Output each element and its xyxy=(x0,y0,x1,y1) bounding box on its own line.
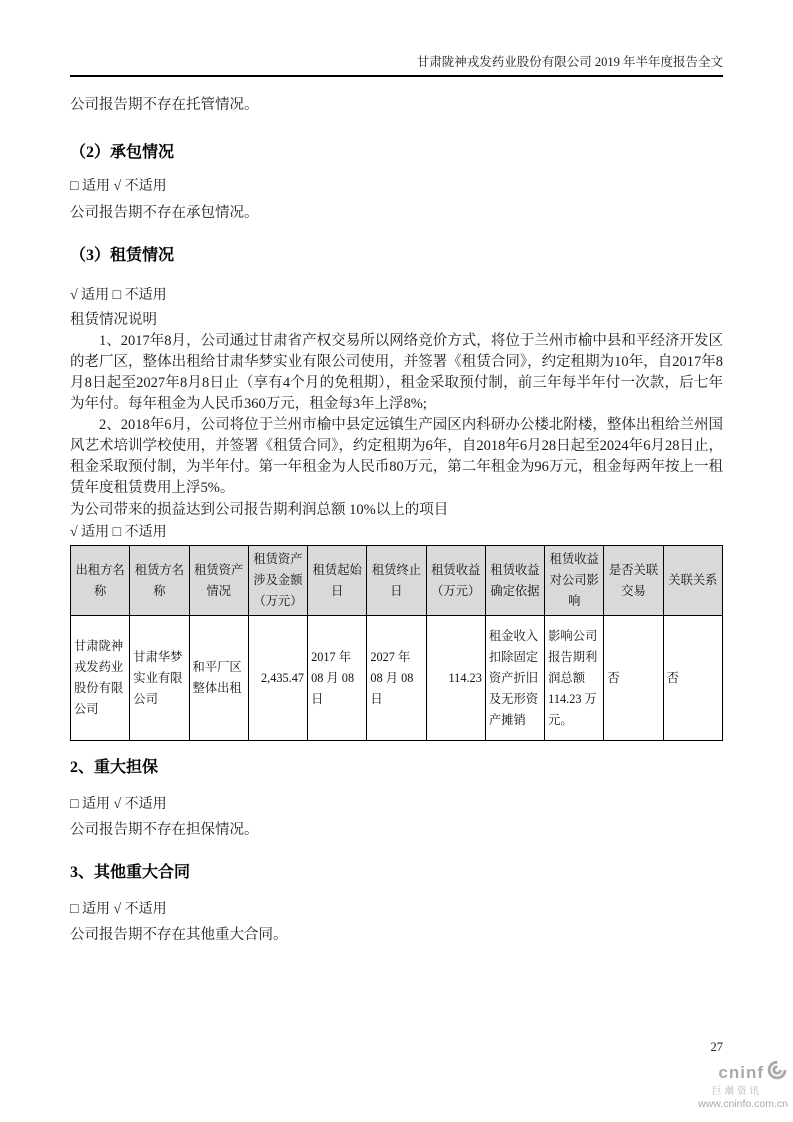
leasing-paragraph-2: 2、2018年6月，公司将位于兰州市榆中县定远镇生产园区内科研办公楼北附楼，整体出租给兰州国风艺术培训学校使用，并签署《租赁合同》，约定租期为6年，自2018年6月28日起至2024年6月28日止，租金采取预付制，为半年付。第一年租金为人民币80万元，第二年租金为96万元，租金每两年按上一租赁年度租赁费用上浮5%。 xyxy=(70,417,723,496)
leasing-table-header-row xyxy=(71,546,723,616)
contracting-note: 公司报告期不存在承包情况。 xyxy=(70,205,259,221)
contracting-heading: （2）承包情况 xyxy=(70,144,175,161)
other-contracts-heading: 3、其他重大合同 xyxy=(70,864,191,881)
col-income-basis: 租赁收益确定依据 xyxy=(485,546,544,616)
cninfo-brand-text: cninf xyxy=(718,1062,764,1082)
leasing-description-label: 租赁情况说明 xyxy=(70,312,157,328)
leasing-table xyxy=(70,545,723,741)
cninfo-subtitle: 巨潮资讯 xyxy=(711,1087,762,1097)
other-contracts-applicability: □ 适用 √ 不适用 xyxy=(70,902,167,917)
cell-amount: 2,435.47 xyxy=(248,616,307,741)
trusteeship-note: 公司报告期不存在托管情况。 xyxy=(70,97,259,113)
cell-lessor: 甘肃陇神戎发药业股份有限公司 xyxy=(71,616,130,741)
other-contracts-note: 公司报告期不存在其他重大合同。 xyxy=(70,927,288,943)
cell-start-date: 2017 年 08 月 08 日 xyxy=(308,616,367,741)
leasing-heading: （3）租赁情况 xyxy=(70,247,175,264)
page-number: 27 xyxy=(710,1040,723,1054)
col-relationship: 关联关系 xyxy=(663,546,722,616)
cell-related-trade: 否 xyxy=(604,616,663,741)
profit-applicability: √ 适用 □ 不适用 xyxy=(70,525,167,540)
cell-income-basis: 租金收入扣除固定资产折旧及无形资产摊销 xyxy=(485,616,544,741)
col-start-date: 租赁起始日 xyxy=(308,546,367,616)
cell-lessee: 甘肃华梦实业有限公司 xyxy=(130,616,189,741)
col-amount: 租赁资产涉及金额（万元） xyxy=(248,546,307,616)
contracting-applicability: □ 适用 √ 不适用 xyxy=(70,179,167,194)
leasing-applicability: √ 适用 □ 不适用 xyxy=(70,288,167,303)
profit-threshold-note: 为公司带来的损益达到公司报告期利润总额 10%以上的项目 xyxy=(70,502,449,518)
cell-end-date: 2027 年 08 月 08 日 xyxy=(367,616,426,741)
leasing-table-row xyxy=(71,616,723,741)
cninfo-url: www.cninfo.com.cn xyxy=(698,1098,788,1110)
col-impact: 租赁收益对公司影响 xyxy=(545,546,604,616)
col-lessee: 租赁方名称 xyxy=(130,546,189,616)
header-divider xyxy=(70,75,723,77)
guarantee-note: 公司报告期不存在担保情况。 xyxy=(70,822,259,838)
guarantee-heading: 2、重大担保 xyxy=(70,759,159,776)
col-related-trade: 是否关联交易 xyxy=(604,546,663,616)
col-end-date: 租赁终止日 xyxy=(367,546,426,616)
cell-relationship: 否 xyxy=(663,616,722,741)
cninfo-swirl-icon xyxy=(766,1060,788,1085)
col-asset: 租赁资产情况 xyxy=(189,546,248,616)
col-lessor: 出租方名称 xyxy=(71,546,130,616)
cell-asset: 和平厂区整体出租 xyxy=(189,616,248,741)
page-header-title: 甘肃陇神戎发药业股份有限公司 2019 年半年度报告全文 xyxy=(416,55,723,69)
cninfo-watermark xyxy=(698,1060,788,1110)
page-content xyxy=(70,0,723,1122)
leasing-paragraph-1: 1、2017年8月，公司通过甘肃省产权交易所以网络竞价方式，将位于兰州市榆中县和平经济开发区的老厂区，整体出租给甘肃华梦实业有限公司使用，并签署《租赁合同》，约定租期为10年，自2017年8月8日起至2027年8月8日止（享有4个月的免租期），租金采取预付制，前三年每半年付一次款，后七年为年付。每年租金为人民币360万元，租金每3年上浮8%; xyxy=(70,333,723,412)
cell-income: 114.23 xyxy=(426,616,485,741)
cell-impact: 影响公司报告期利润总额 114.23 万元。 xyxy=(545,616,604,741)
col-income: 租赁收益（万元） xyxy=(426,546,485,616)
guarantee-applicability: □ 适用 √ 不适用 xyxy=(70,797,167,812)
